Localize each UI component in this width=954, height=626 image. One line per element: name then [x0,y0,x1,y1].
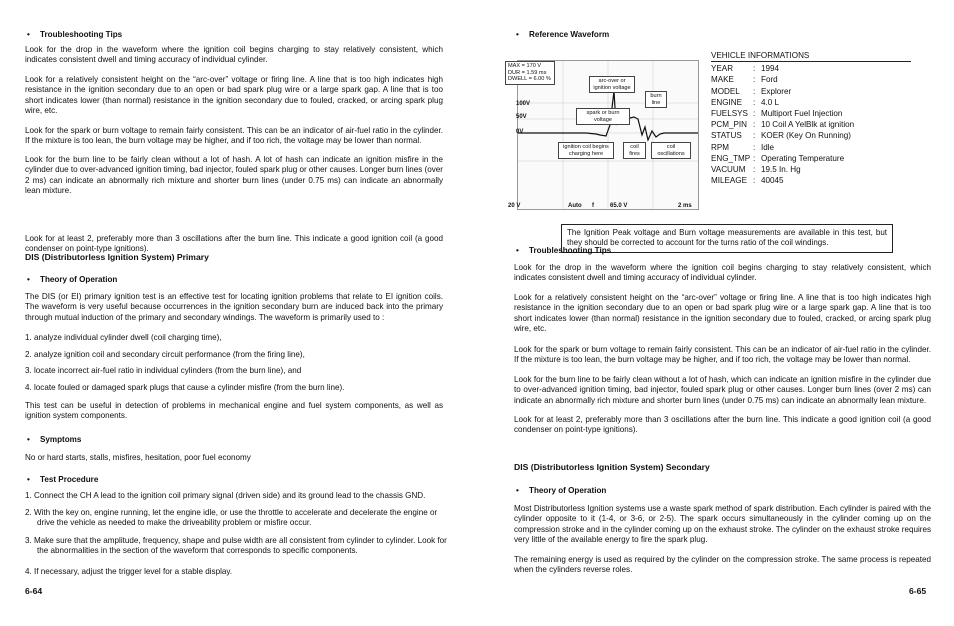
vehicle-info-row [711,74,911,85]
tip-paragraph: Look for the burn line to be fairly clean without a lot of hash. A lot of hash can indicate an ignition misfire in the cylinder due to over-advanced ignition timing, bad injector, fouled spark plug or other causes. Longer burn lines (over 2 ms) can indicate an abnormally rich mixture and shorter burn lines (under 0.75 ms) can indicate an abnormally lean mixture. [25,155,443,196]
list-item: 3. locate incorrect air-fuel ratio in individual cylinders (from the burn line), and [25,366,302,375]
vehicle-info-row [711,164,911,175]
vehicle-info-value: Multiport Fuel Injection [761,109,843,119]
vehicle-info-key: MODEL [711,86,740,96]
list-item: 1. analyze individual cylinder dwell (coil charging time), [25,333,222,342]
vehicle-info-key: ENG_TMP [711,153,751,163]
readout-dwell: DWELL = 6.00 % [508,76,551,83]
vehicle-info-value: Idle [761,142,775,152]
vehicle-info-colon: : [753,64,756,74]
theory-paragraph: The DIS (or EI) primary ignition test is an effective test for locating ignition problems that relate to EI ignition coils. The waveform is very useful because occurrences in the ignition secondary burn are induced back into the primary through mutual induction of the primary and secondary windings. The waveform is primarily used to : [25,292,443,322]
page-number: 6-65 [909,586,927,596]
useful-paragraph: This test can be useful in detection of problems in mechanical engine and fuel system components, as well as ignition system components. [25,401,443,421]
vehicle-info-value: 19.5 In. Hg [761,165,801,175]
note-box: The Ignition Peak voltage and Burn voltage measurements are available in this test, but they should be corrected to account for the turns ratio of the coil windings. [561,224,893,253]
right-page [477,0,954,626]
vehicle-info-colon: : [753,131,756,141]
procedure-step: 3. Make sure that the amplitude, frequency, shape and pulse width are all consistent from cylinder to cylinder. Look for the abnormalities in the section of the waveform that corresponds to specific components. [25,536,447,556]
vehicle-info-row [711,97,911,108]
vehicle-info-row [711,63,911,74]
callout-spark-burn: spark or burn voltage [576,108,630,125]
vehicle-info-row [711,108,911,119]
y-label-100v: 100V [516,101,531,107]
vehicle-info-key: PCM_PIN [711,120,747,130]
callout-coil-fires: coil fires [623,142,646,159]
vehicle-info-colon: : [753,109,756,119]
vehicle-info-value: Explorer [761,86,792,96]
vehicle-info-key: VACUUM [711,165,746,175]
procedure-step: 2. With the key on, engine running, let the engine idle, or use the throttle to accelerate and decelerate the engine or drive the vehicle as needed to make the driveability problem or misfire occur. [25,508,438,528]
tip-paragraph: Look for the drop in the waveform where the ignition coil begins charging to stay relatively consistent, which indicates consistent dwell and timing accuracy of individual cylinder. [25,45,443,65]
scope-readout [505,61,555,85]
troubleshooting-heading: • Troubleshooting Tips [514,246,611,256]
tip-paragraph: Look for at least 2, preferably more than 3 oscillations after the burn line. This indicate a good ignition coil (a good condenser on point-type ignitions). [25,234,443,254]
tip-paragraph: Look for the drop in the waveform where the ignition coil begins charging to stay relatively consistent, which indicates consistent dwell and timing accuracy of individual cylinder. [514,263,931,283]
vehicle-info-key: YEAR [711,64,734,74]
vehicle-info-value: 1994 [761,64,780,74]
waveform-display [508,60,699,210]
tip-paragraph: Look for a relatively consistent height on the “arc-over” voltage or firing line. A line that is too high indicates high resistance in the ignition secondary due to an open or bad spark plug wire or a large spark gap. A line that is too short indicates lower (than normal) resistance in the ignition secondary due to fouled, cracked, or arcing spark plug wire, etc. [514,293,931,334]
scope-trigger-slope: f [592,203,594,209]
vehicle-info-rows [711,63,911,186]
vehicle-info [711,50,911,186]
vehicle-info-value: Operating Temperature [761,153,845,163]
scope-volts-div: 20 V [508,203,521,209]
callout-burn-line: burn line [645,91,667,108]
callout-coil-charging: ignition coil begins charging here [558,142,614,159]
tip-paragraph: Look for at least 2, preferably more than 3 oscillations after the burn line. This indicate a good ignition coil (a good condenser on point-type ignitions). [514,415,931,435]
vehicle-info-colon: : [753,165,756,175]
vehicle-info-colon: : [753,142,756,152]
vehicle-info-colon: : [753,97,756,107]
procedure-heading: • Test Procedure [25,475,443,485]
vehicle-info-key: STATUS [711,131,742,141]
vehicle-info-row [711,86,911,97]
y-label-50v: 50V [516,114,527,120]
vehicle-info-row [711,153,911,164]
tip-paragraph: Look for the spark or burn voltage to remain fairly consistent. This can be an indicator of air-fuel ratio in the cylinder. If the mixture is too lean, the burn voltage may be higher, and if too rich, the voltage may be lower than normal. [25,126,443,146]
symptoms-heading: • Symptoms [25,435,443,445]
reference-heading: • Reference Waveform [514,30,609,40]
scope-trigger-level: 65.0 V [610,203,628,209]
vehicle-info-colon: : [753,176,756,186]
vehicle-info-key: RPM [711,142,729,152]
vehicle-info-row [711,130,911,141]
tip-paragraph: Look for the burn line to be fairly clean without a lot of hash, which can indicate an ignition misfire in the cylinder due to over-advanced ignition timing, bad injector, fouled spark plug or other causes. Longer burn lines (over 2 ms) can indicate an abnormally rich mixture and shorter burn lines (under 0.75 ms) can indicate an abnormally lean mixture. [514,375,931,405]
scope-time-div: 2 ms [678,203,692,209]
procedure-step: 1. Connect the CH A lead to the ignition coil primary signal (driven side) and its ground lead to the chassis GND. [25,491,426,500]
callout-coil-oscillations: coil oscillations [651,142,691,159]
section-title: DIS (Distributorless Ignition System) Primary [25,252,209,262]
vehicle-info-value: KOER (Key On Running) [761,131,851,141]
vehicle-info-row [711,175,911,186]
list-item: 4. locate fouled or damaged spark plugs that cause a cylinder misfire (from the burn line). [25,383,345,392]
remaining-paragraph: The remaining energy is used as required by the cylinder on the compression stroke. The same process is repeated when the cylinders reverse roles. [514,555,931,575]
tip-paragraph: Look for a relatively consistent height on the “arc-over” voltage or firing line. A line that is too high indicates high resistance in the ignition secondary due to an open or bad spark plug wire or a large spark gap. A line that is too short indicates lower (than normal) resistance in the ignition secondary due to fouled, cracked, or arcing spark plug wire, etc. [25,75,443,116]
section-title: DIS (Distributorless Ignition System) Secondary [514,462,710,472]
page-number: 6-64 [25,586,43,596]
callout-arc-over: arc-over or ignition voltage [589,76,635,93]
theory-paragraph: Most Distributorless Ignition systems use a waste spark method of spark distribution. Each cylinder is paired with the cylinder opposite to it (1-4, or 3-6, or 2-5). The spark occurs simultaneously in the cylinder coming up on the compression stroke and in the cylinder coming up on the exhaust stroke. The cylinder on the exhaust stroke requires very little of the available energy to fire the spark plug. [514,504,931,545]
vehicle-info-key: MILEAGE [711,176,747,186]
readout-dur: DUR = 1.59 ms [508,69,547,76]
vehicle-info-value: Ford [761,75,778,85]
tip-paragraph: Look for the spark or burn voltage to remain fairly consistent. This can be an indicator of air-fuel ratio in the cylinder. If the mixture is too lean, the burn voltage may be higher, and if too rich, the voltage may be lower than normal. [514,345,931,365]
procedure-step: 4. If necessary, adjust the trigger level for a stable display. [25,567,233,576]
list-item: 2. analyze ignition coil and secondary circuit performance (from the firing line), [25,350,305,359]
troubleshooting-heading: • Troubleshooting Tips [25,30,443,40]
vehicle-info-key: FUELSYS [711,109,748,119]
vehicle-info-colon: : [753,120,756,130]
vehicle-info-value: 40045 [761,176,784,186]
vehicle-info-value: 10 Coil A YelBlk at ignition [761,120,855,130]
vehicle-info-colon: : [753,75,756,85]
y-label-0v: 0V [516,129,524,135]
vehicle-info-colon: : [753,86,756,96]
vehicle-info-row [711,142,911,153]
vehicle-info-colon: : [753,153,756,163]
scope-trigger-mode: Auto [568,203,582,209]
vehicle-info-key: MAKE [711,75,734,85]
vehicle-info-row [711,119,911,130]
readout-max: MAX = 170 V [508,63,542,69]
vehicle-info-key: ENGINE [711,97,743,107]
vehicle-info-title: VEHICLE INFORMATIONS [711,50,911,62]
theory-heading: • Theory of Operation [25,275,443,285]
symptoms-text: No or hard starts, stalls, misfires, hesitation, poor fuel economy [25,453,251,462]
vehicle-info-value: 4.0 L [761,97,780,107]
theory-heading: • Theory of Operation [514,486,606,496]
